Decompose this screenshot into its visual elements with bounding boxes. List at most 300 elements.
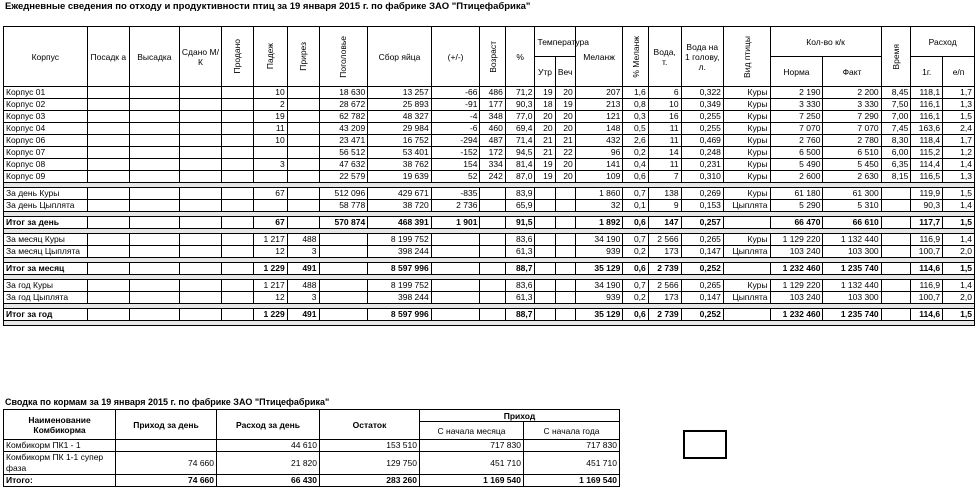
table-cell: 141: [575, 159, 623, 171]
table-cell: [129, 246, 179, 258]
col-melanzh: Меланж: [575, 27, 623, 87]
table-cell: Куры: [723, 147, 770, 159]
table-cell: [129, 200, 179, 212]
table-cell: 71,4: [505, 135, 535, 147]
table-cell: 5 290: [770, 200, 823, 212]
table-cell: [480, 263, 505, 275]
feed-cell: 153 510: [320, 440, 420, 452]
table-cell: 1 860: [575, 188, 623, 200]
table-cell: [480, 217, 505, 229]
table-cell: [179, 292, 221, 304]
col-fakt: Факт: [823, 57, 881, 87]
col-vid: Вид птицы: [741, 35, 752, 78]
table-cell: 19: [555, 99, 575, 111]
table-cell: 12: [253, 246, 287, 258]
feed-body: [4, 440, 620, 487]
table-cell: 0,252: [681, 309, 723, 321]
feed-col-in-day: Приход за день: [116, 410, 217, 440]
table-cell: 35 129: [575, 263, 623, 275]
table-cell: [535, 292, 555, 304]
col-sdano: Сдано М/К: [179, 27, 221, 87]
table-cell: Цыплята: [723, 246, 770, 258]
table-cell: 10: [648, 99, 681, 111]
total-row: [4, 309, 975, 321]
table-cell: 6 500: [770, 147, 823, 159]
table-cell: [535, 200, 555, 212]
table-row: [4, 246, 975, 258]
table-cell: 334: [480, 159, 505, 171]
table-cell: [480, 234, 505, 246]
feed-cell: Комбикорм ПК 1-1 супер фаза: [4, 452, 116, 475]
table-cell: [555, 309, 575, 321]
table-cell: 3: [287, 292, 319, 304]
table-cell: 213: [575, 99, 623, 111]
table-cell: Корпус 04: [4, 123, 88, 135]
table-cell: [287, 99, 319, 111]
table-cell: [222, 292, 254, 304]
table-cell: [431, 292, 480, 304]
table-cell: 14: [648, 147, 681, 159]
table-cell: [87, 123, 129, 135]
table-cell: [555, 263, 575, 275]
col-posadka: Посадк а: [87, 27, 129, 87]
table-cell: [881, 234, 911, 246]
col-1g: 1г.: [911, 57, 943, 87]
table-cell: [222, 111, 254, 123]
table-cell: 6 510: [823, 147, 881, 159]
table-cell: 21: [535, 147, 555, 159]
table-cell: [87, 87, 129, 99]
table-cell: 1 901: [431, 217, 480, 229]
table-cell: 0,3: [623, 111, 648, 123]
table-cell: 87,0: [505, 171, 535, 183]
table-cell: 2 760: [770, 135, 823, 147]
table-cell: [87, 292, 129, 304]
table-cell: 3: [287, 246, 319, 258]
table-cell: 12: [253, 292, 287, 304]
report-title: Ежедневные сведения по отходу и продуктивности птиц за 19 января 2015 г. по фабрике ЗАО "Птицефабрика": [5, 1, 531, 12]
table-cell: 35 129: [575, 309, 623, 321]
table-cell: 28 672: [319, 99, 368, 111]
feed-cell: Итого:: [4, 475, 116, 487]
table-cell: 19: [535, 159, 555, 171]
table-cell: 62 782: [319, 111, 368, 123]
table-cell: [179, 123, 221, 135]
table-cell: Куры: [723, 111, 770, 123]
table-cell: [480, 246, 505, 258]
total-row: [4, 217, 975, 229]
table-cell: Корпус 08: [4, 159, 88, 171]
feed-total-row: [4, 475, 620, 487]
table-cell: 154: [431, 159, 480, 171]
feed-cell: [116, 440, 217, 452]
table-cell: 52: [431, 171, 480, 183]
feed-col-name: Наименование Комбикорма: [4, 410, 116, 440]
table-cell: 488: [287, 234, 319, 246]
table-cell: 66 610: [823, 217, 881, 229]
table-cell: 38 762: [368, 159, 432, 171]
total-row: [4, 263, 975, 275]
table-cell: [179, 111, 221, 123]
table-cell: [179, 309, 221, 321]
table-cell: Куры: [723, 99, 770, 111]
table-cell: 6: [648, 87, 681, 99]
table-cell: 173: [648, 246, 681, 258]
table-cell: 2 630: [823, 171, 881, 183]
table-cell: 487: [480, 135, 505, 147]
table-cell: Куры: [723, 171, 770, 183]
table-cell: 1 217: [253, 280, 287, 292]
table-cell: [222, 309, 254, 321]
table-cell: [319, 280, 368, 292]
table-cell: 0,147: [681, 246, 723, 258]
table-cell: [555, 292, 575, 304]
table-cell: [881, 188, 911, 200]
feed-title: Сводка по кормам за 19 января 2015 г. по фабрике ЗАО "Птицефабрика": [5, 397, 330, 407]
feed-row: [4, 440, 620, 452]
table-cell: За месяц Цыплята: [4, 246, 88, 258]
table-cell: [87, 135, 129, 147]
table-cell: [881, 246, 911, 258]
table-cell: [222, 99, 254, 111]
table-cell: 177: [480, 99, 505, 111]
table-cell: 398 244: [368, 292, 432, 304]
table-row: [4, 123, 975, 135]
table-cell: 53 401: [368, 147, 432, 159]
table-cell: 29 984: [368, 123, 432, 135]
feed-col-income: Приход: [420, 410, 620, 422]
table-cell: [222, 135, 254, 147]
table-cell: 1 229: [253, 263, 287, 275]
table-cell: 172: [480, 147, 505, 159]
table-cell: 114,6: [911, 309, 943, 321]
table-cell: [319, 292, 368, 304]
table-cell: 34 190: [575, 234, 623, 246]
table-cell: 20: [555, 159, 575, 171]
table-cell: [535, 246, 555, 258]
table-row: [4, 135, 975, 147]
table-cell: 5 490: [770, 159, 823, 171]
table-cell: 19: [253, 111, 287, 123]
table-cell: 19: [535, 87, 555, 99]
table-cell: 8,15: [881, 171, 911, 183]
table-cell: 16: [648, 111, 681, 123]
table-cell: [287, 159, 319, 171]
table-cell: 1,3: [943, 99, 975, 111]
feed-cell: 717 830: [420, 440, 524, 452]
table-cell: 0,469: [681, 135, 723, 147]
feed-cell: 44 610: [217, 440, 320, 452]
table-cell: 8 597 996: [368, 309, 432, 321]
table-cell: 103 240: [770, 246, 823, 258]
table-cell: 19 639: [368, 171, 432, 183]
table-row: [4, 147, 975, 159]
table-cell: 20: [555, 87, 575, 99]
table-cell: [129, 147, 179, 159]
table-cell: 67: [253, 217, 287, 229]
table-cell: 20: [555, 123, 575, 135]
table-cell: 100,7: [911, 292, 943, 304]
table-cell: -294: [431, 135, 480, 147]
table-cell: Куры: [723, 159, 770, 171]
table-cell: 1,4: [943, 280, 975, 292]
table-cell: 1,6: [623, 87, 648, 99]
table-cell: 0,257: [681, 217, 723, 229]
table-cell: Корпус 07: [4, 147, 88, 159]
table-cell: 2 739: [648, 309, 681, 321]
feed-col-rest: Остаток: [320, 410, 420, 440]
col-padezh: Падеж: [265, 43, 276, 70]
report-body: [4, 87, 975, 326]
table-cell: 163,6: [911, 123, 943, 135]
table-cell: 0,255: [681, 111, 723, 123]
table-cell: [129, 111, 179, 123]
table-cell: 0,265: [681, 280, 723, 292]
table-cell: [179, 234, 221, 246]
table-cell: 1 229: [253, 309, 287, 321]
table-cell: 0,1: [623, 200, 648, 212]
table-cell: За день Куры: [4, 188, 88, 200]
table-cell: 1,7: [943, 135, 975, 147]
table-cell: Куры: [723, 280, 770, 292]
table-cell: 207: [575, 87, 623, 99]
table-cell: 116,5: [911, 171, 943, 183]
feed-cell: 451 710: [420, 452, 524, 475]
table-cell: [129, 135, 179, 147]
table-cell: 7,45: [881, 123, 911, 135]
table-cell: 32: [575, 200, 623, 212]
table-cell: 7 290: [823, 111, 881, 123]
table-cell: [129, 263, 179, 275]
table-cell: [87, 99, 129, 111]
table-cell: [723, 309, 770, 321]
table-cell: [881, 309, 911, 321]
table-cell: Итог за день: [4, 217, 88, 229]
table-cell: [87, 147, 129, 159]
table-cell: 96: [575, 147, 623, 159]
col-ep: е/п: [943, 57, 975, 87]
table-cell: 0,6: [623, 217, 648, 229]
table-cell: 488: [287, 280, 319, 292]
table-cell: 20: [555, 111, 575, 123]
feed-cell: 451 710: [524, 452, 620, 475]
table-cell: 5 450: [823, 159, 881, 171]
table-cell: 11: [648, 123, 681, 135]
feed-cell: Комбикорм ПК1 - 1: [4, 440, 116, 452]
table-cell: 22: [555, 147, 575, 159]
table-cell: [87, 234, 129, 246]
feed-cell: 283 260: [320, 475, 420, 487]
table-cell: За день Цыплята: [4, 200, 88, 212]
table-cell: 8,30: [881, 135, 911, 147]
table-cell: 0,248: [681, 147, 723, 159]
table-cell: [319, 263, 368, 275]
table-cell: 77,0: [505, 111, 535, 123]
table-cell: [555, 246, 575, 258]
table-cell: 116,1: [911, 99, 943, 111]
table-cell: 0,2: [623, 147, 648, 159]
table-cell: [129, 234, 179, 246]
table-cell: 71,2: [505, 87, 535, 99]
table-cell: 486: [480, 87, 505, 99]
table-cell: -152: [431, 147, 480, 159]
table-cell: 2 190: [770, 87, 823, 99]
table-cell: [87, 111, 129, 123]
table-cell: [87, 159, 129, 171]
table-cell: [287, 147, 319, 159]
col-utr: Утр: [535, 57, 555, 87]
table-cell: 88,7: [505, 263, 535, 275]
table-cell: 0,5: [623, 123, 648, 135]
table-cell: 65,9: [505, 200, 535, 212]
table-cell: 7 250: [770, 111, 823, 123]
table-cell: [480, 309, 505, 321]
table-cell: [222, 246, 254, 258]
table-cell: 0,2: [623, 292, 648, 304]
table-cell: [287, 87, 319, 99]
table-cell: [129, 188, 179, 200]
table-cell: 83,9: [505, 188, 535, 200]
table-cell: 9: [648, 200, 681, 212]
table-cell: Корпус 06: [4, 135, 88, 147]
table-cell: 117,7: [911, 217, 943, 229]
col-pogolovie: Поголовье: [338, 35, 349, 78]
table-cell: 34 190: [575, 280, 623, 292]
table-cell: [129, 87, 179, 99]
col-diff: (+/-): [431, 27, 480, 87]
table-cell: Корпус 02: [4, 99, 88, 111]
table-cell: 0,269: [681, 188, 723, 200]
table-cell: 88,7: [505, 309, 535, 321]
table-cell: 939: [575, 292, 623, 304]
table-cell: 5 310: [823, 200, 881, 212]
table-cell: 23 471: [319, 135, 368, 147]
table-cell: 0,7: [623, 188, 648, 200]
table-cell: 48 327: [368, 111, 432, 123]
table-row: [4, 188, 975, 200]
table-cell: -6: [431, 123, 480, 135]
table-cell: 1 892: [575, 217, 623, 229]
table-cell: Куры: [723, 123, 770, 135]
table-row: [4, 99, 975, 111]
table-cell: За месяц Куры: [4, 234, 88, 246]
table-cell: 0,8: [623, 99, 648, 111]
table-cell: 18: [535, 99, 555, 111]
table-cell: 8,45: [881, 87, 911, 99]
table-cell: [129, 171, 179, 183]
table-cell: [87, 246, 129, 258]
table-cell: 242: [480, 171, 505, 183]
table-cell: [179, 147, 221, 159]
table-cell: 0,7: [623, 234, 648, 246]
table-cell: 398 244: [368, 246, 432, 258]
table-cell: [222, 234, 254, 246]
table-cell: 429 671: [368, 188, 432, 200]
col-vysadka: Высадка: [129, 27, 179, 87]
table-cell: Корпус 01: [4, 87, 88, 99]
table-cell: 1 235 740: [823, 309, 881, 321]
table-cell: 0,4: [623, 159, 648, 171]
table-cell: 103 300: [823, 292, 881, 304]
table-cell: [179, 280, 221, 292]
table-cell: 8 199 752: [368, 234, 432, 246]
col-kolvo: Кол-во к/к: [770, 27, 881, 57]
table-cell: 119,9: [911, 188, 943, 200]
table-cell: 56 512: [319, 147, 368, 159]
table-cell: 1 132 440: [823, 280, 881, 292]
table-cell: 1 232 460: [770, 263, 823, 275]
table-cell: 1 129 220: [770, 234, 823, 246]
table-cell: [881, 263, 911, 275]
table-cell: 0,252: [681, 263, 723, 275]
table-cell: 118,1: [911, 87, 943, 99]
col-korpus: Корпус: [4, 27, 88, 87]
table-cell: 2 566: [648, 280, 681, 292]
table-cell: 0,6: [623, 171, 648, 183]
table-cell: [319, 246, 368, 258]
table-cell: 13 257: [368, 87, 432, 99]
table-cell: [881, 217, 911, 229]
table-cell: [555, 217, 575, 229]
col-vremya: Время: [890, 43, 901, 70]
table-cell: [881, 200, 911, 212]
table-cell: [535, 217, 555, 229]
table-cell: [222, 87, 254, 99]
table-cell: [535, 309, 555, 321]
table-cell: 83,6: [505, 280, 535, 292]
table-cell: [222, 159, 254, 171]
feed-cell: 74 660: [116, 452, 217, 475]
table-cell: [555, 200, 575, 212]
feed-cell: 21 820: [217, 452, 320, 475]
table-cell: [480, 188, 505, 200]
table-cell: [555, 280, 575, 292]
table-cell: 491: [287, 263, 319, 275]
table-cell: [129, 159, 179, 171]
table-cell: 83,6: [505, 234, 535, 246]
table-cell: [129, 280, 179, 292]
table-cell: 11: [648, 159, 681, 171]
table-cell: 1,5: [943, 188, 975, 200]
col-vech: Веч: [555, 57, 575, 87]
col-pct: %: [505, 27, 535, 87]
table-cell: [129, 309, 179, 321]
table-cell: [287, 200, 319, 212]
table-cell: [87, 171, 129, 183]
table-cell: [253, 147, 287, 159]
table-cell: 10: [253, 87, 287, 99]
table-cell: 2 780: [823, 135, 881, 147]
col-sbor: Сбор яйца: [368, 27, 432, 87]
col-prodano: Продано: [232, 39, 243, 74]
empty-box: [683, 430, 727, 459]
table-cell: [535, 188, 555, 200]
table-cell: 114,6: [911, 263, 943, 275]
feed-col-from-year: С начала года: [524, 422, 620, 440]
table-cell: 1,4: [943, 234, 975, 246]
table-cell: [287, 111, 319, 123]
table-cell: [287, 123, 319, 135]
col-voda: Вода, т.: [648, 27, 681, 87]
table-cell: [222, 200, 254, 212]
table-cell: [723, 263, 770, 275]
table-cell: [179, 159, 221, 171]
table-cell: 3: [253, 159, 287, 171]
feed-cell: 1 169 540: [524, 475, 620, 487]
table-cell: 67: [253, 188, 287, 200]
table-cell: Куры: [723, 87, 770, 99]
col-vozrast: Возраст: [487, 40, 498, 73]
